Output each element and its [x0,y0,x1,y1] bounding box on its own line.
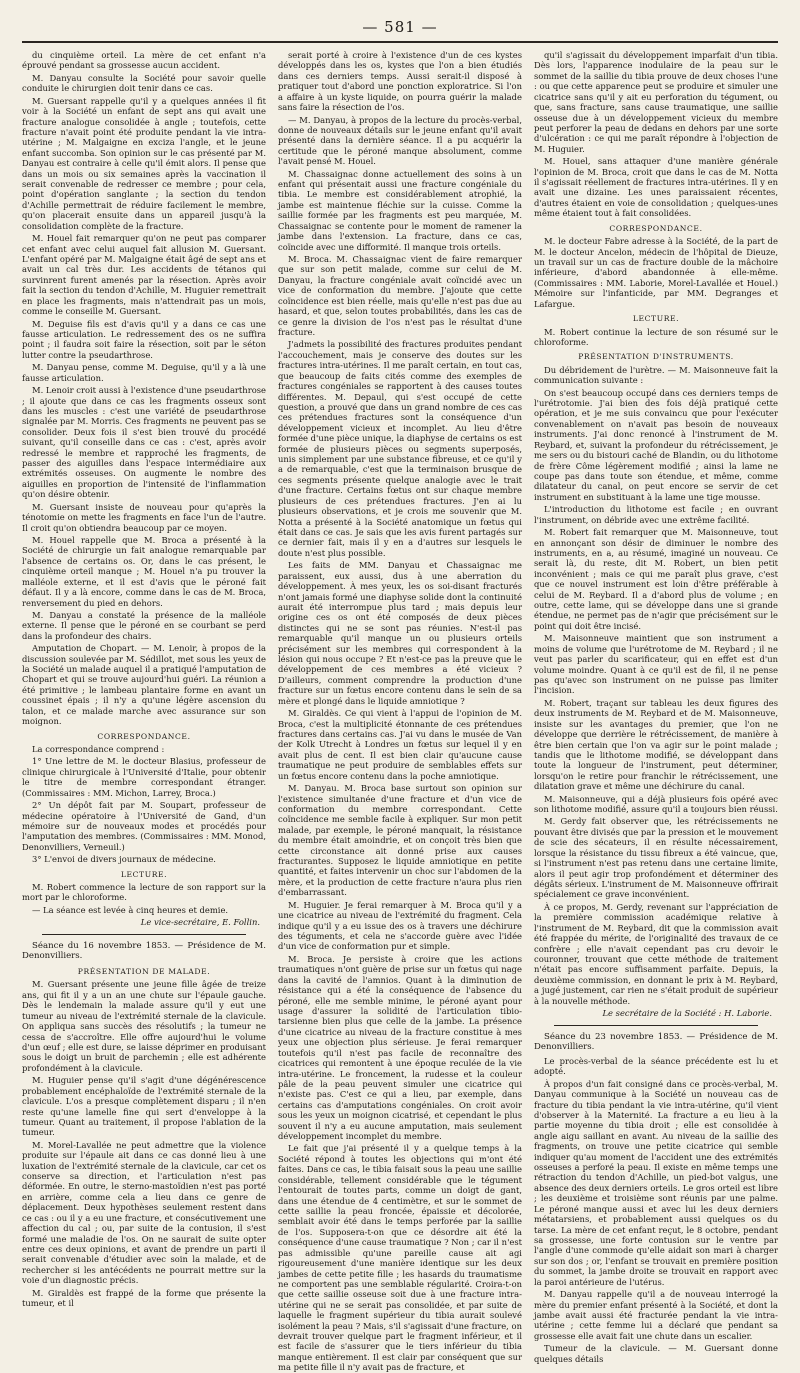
paragraph: serait porté à croire à l'existence d'un de ces kystes développés dans les os, kystes que l'on a bien étudiés dans ces derniers temps. Aussi serait-il disposé à pratiquer tout d'abord une ponction exploratrice. Si l'on a affaire à un kyste liquide, on pourra guérir la malade sans faire la résection de l'os. [278,50,522,113]
paragraph: M. Broca. M. Chassaignac vient de faire remarquer que sur son petit malade, comme sur celui de M. Danyau, la fracture congéniale avait coïncidé avec un vice de conformation du membre. J'ajoute que cette coïncidence est bien réelle, mais qu'elle n'est pas due au hasard, et que, selon toutes probabilités, dans les cas de ce genre la division de l'os n'est pas le résultat d'une fracture. [278,254,522,337]
paragraph: M. Danyau consulte la Société pour savoir quelle conduite le chirurgien doit tenir dans ce cas. [22,72,266,94]
paragraph: M. Robert continue la lecture de son résumé sur le chloroforme. [534,326,778,347]
paragraph: M. Robert commence la lecture de son rapport sur la mort par le chloroforme. [22,882,266,903]
paragraph: À ce propos, M. Gerdy, revenant sur l'appréciation de la première commission académique relative à l'instrument de M. Reybard, dit que la commission avait été frappée du mérite, de l'originalité des travaux de ce confrère ; elle n'avait cependant pas cru devoir le couronner, trouvant que cette méthode de traitement n'était pas encore suffisamment parfaite. Depuis, la deuxième commission, en donnant le prix à M. Reybard, a jugé justement, car rien ne s'était produit de supérieur à la nouvelle méthode. [534,901,778,1006]
paragraph: M. Guersant insiste de nouveau pour qu'après la ténotomie on mette les fragments en face l'un de l'autre. Il croit qu'on obtiendra beaucoup par ce moyen. [22,501,266,533]
paragraph: M. le docteur Fabre adresse à la Société, de la part de M. le docteur Ancelon, médecin de l'hôpital de Dieuze, un travail sur un cas de fracture double de la mâchoire inférieure, d'abord abandonnée à elle-même. (Commissaires : MM. Laborie, Morel-Lavallée et Houel.) Mémoire sur l'infanticide, par MM. Degranges et Lafargue. [534,236,778,309]
section-heading: LECTURE. [632,314,680,324]
paragraph: M. Guersant rappelle qu'il y a quelques années il fit voir à la Société un enfant de sept ans qui avait une fracture analogue consolidée à angle ; toutefois, cette fracture n'avait point été produite pendant la vie intra-utérine ; M. Malgaigne en exciza l'angle, et le jeune enfant succomba. Son opinion sur le cas présenté par M. Danyau est contraire à celle qu'il émit alors. Il pense que dans un mois ou six semaines après la vaccination il serait convenable de redresser ce membre ; pour cela, point d'opération sanglante ; la section du tendon d'Achille permettrait de réduire facilement le membre, qu'on placerait ensuite dans un appareil jusqu'à la consolidation complète de la fracture. [22,95,266,231]
paragraph: — La séance est levée à cinq heures et demie. [32,904,229,915]
section-heading: PRÉSENTATION DE MALADE. [77,967,211,977]
session-heading: Séance du 16 novembre 1853. — Présidence de M. Denonvilliers. [22,940,266,962]
paragraph: Le procès-verbal de la séance précédente est lu et adopté. [534,1055,778,1077]
paragraph: qu'il s'agissait du développement imparfait d'un tibia. Dès lors, l'apparence inodulaire de la peau sur le sommet de la saillie du tibia prouve de deux choses l'une : ou que cette apparence peut se produire et simuler une cicatrice sans qu'il y ait eu perforation du tégument, ou que, sans fracture, sans cause traumatique, une saillie osseuse due à un développement vicieux du membre peut perforer la peau de dedans en dehors par une sorte d'ulcération : ce qui me paraît répondre à l'objection de M. Huguier. [534,50,778,154]
page-number: — 581 — [362,18,438,36]
paragraph: 3° L'envoi de divers journaux de médecine. [32,854,216,865]
paragraph: M. Houel fait remarquer qu'on ne peut pas comparer cet enfant avec celui auquel fait allusion M. Guersant. L'enfant opéré par M. Malgaigne était âgé de sept ans et avait un cal très dur. Les accidents de tétanos qui survinrent furent amenés par la résection. Après avoir fait la section du tendon d'Achille, M. Huguier remettrait en place les fragments, mais n'attendrait pas un mois, comme le conseille M. Guersant. [22,233,266,317]
paragraph: M. Gerdy fait observer que, les rétrécissements ne pouvant être divisés que par la pression et le mouvement de scie des sécateurs, il en résulte nécessairement, lorsque la résistance du tissu fibreux a été vaincue, que, si l'instrument n'est pas retenu dans une certaine limite, alors il peut agir trop profondément et déterminer des dégâts sérieux. L'instrument de M. Maisonneuve offrirait spécialement ce grave inconvénient. [534,816,778,900]
paragraph: M. Deguise fils est d'avis qu'il y a dans ce cas une fausse articulation. Le redressement des os ne suffira point ; il faudra soit faire la résection, soit par le séton lutter contre la pseudarthrose. [22,318,266,360]
session-heading: Séance du 23 novembre 1853. — Présidence de M. Denonvilliers. [534,1031,778,1053]
paragraph: M. Huguier pense qu'il s'agit d'une dégénérescence probablement encéphaloïde de l'extrémité sternale de la clavicule. L'os a presque complètement disparu ; il n'en reste qu'une lamelle fine qui sert d'enveloppe à la tumeur. Quant au traitement, il propose l'ablation de la tumeur. [22,1075,266,1138]
paragraph: M. Danyau pense, comme M. Deguise, qu'il y a là une fausse articulation. [22,362,266,383]
paragraph: M. Giraldès. Ce qui vient à l'appui de l'opinion de M. Broca, c'est la multiplicité étonnante de ces prétendues fractures dans certains cas. J'ai vu dans le musée de Van der Kolk Utrecht à Londres un fœtus sur lequel il y en avait plus de cent. Il est bien clair qu'aucune cause traumatique ne peut produire de semblables effets sur un fœtus encore contenu dans la poche amniotique. [278,708,522,781]
section-heading: LECTURE. [120,869,168,879]
paragraph: M. Morel-Lavallée ne peut admettre que la violence produite sur l'épaule ait dans ce cas donné lieu à une luxation de l'extrémité sternale de la clavicule, car cet os conserve sa direction, et l'articulation n'est pas déformée. En outre, le sterno-mastoïdien n'est pas porté en arrière, comme cela a lieu dans ce genre de déplacement. Deux hypothèses seulement restent dans ce cas : ou il y a eu une fracture, et consécutivement une affection du cal ; ou, par suite de la contusion, il s'est formé une maladie de l'os. On ne saurait de suite opter entre ces deux opinions, et avant de prendre un parti il serait convenable d'étudier avec soin la malade, et de rechercher si les antécédents ne pourrait mettre sur la voie d'un diagnostic précis. [22,1139,266,1286]
section-heading: CORRESPONDANCE. [609,223,703,233]
paragraph: J'admets la possibilité des fractures produites pendant l'accouchement, mais je conserve des doutes sur les fractures intra-utérines. Il me paraît certain, en tout cas, que beaucoup de faits cités comme des exemples de fractures congéniales se rapportent à des causes toutes différentes. M. Depaul, qui s'est occupé de cette question, a prouvé que dans un grand nombre de ces cas ces prétendues fractures sont la conséquence d'un développement vicieux et incomplet. Au lieu d'être formée d'une pièce unique, la diaphyse de certains os est formée de plusieurs pièces ou segments superposés, unis simplement par une substance fibreuse, et ce qu'il y a de remarquable, c'est que la terminaison brusque de ces segments présente quelque analogie avec le trait d'une fracture. Certains fœtus ont sur chaque membre plusieurs de ces prétendues fractures. J'en ai lu plusieurs observations, et je crois me souvenir que M. Notta a présenté à la Société anatomique un fœtus qui était dans ce cas. Je sais que les avis furent partagés sur ce dernier fait, mais il y en a d'autres sur lesquels le doute n'est plus possible. [278,339,522,558]
header-rule [22,41,778,43]
paragraph: M. Houel, sans attaquer d'une manière générale l'opinion de M. Broca, croit que dans le cas de M. Notta il s'agissait réellement de fractures intra-utérines. Il y en avait une dizaine. Les unes paraissaient récentes, d'autres étaient en voie de consolidation ; quelques-unes même étaient tout à fait consolidées. [534,156,778,219]
signature-line: Le secrétaire de la Société : H. Laborie. [602,1008,772,1019]
paragraph: M. Chassaignac donne actuellement des soins à un enfant qui présentait aussi une fracture congéniale du tibia. Le membre est considérablement atrophié, la jambe est maintenue fléchie sur la cuisse. Comme la saillie formée par les fragments est peu marquée, M. Chassaignac se contente pour le moment de ramener la jambe dans l'extension. La fracture, dans ce cas, coïncide avec une difformité. Il manque trois orteils. [278,168,522,252]
section-heading: CORRESPONDANCE. [97,731,191,741]
paragraph: La correspondance comprend : [32,743,165,754]
paragraph: Amputation de Chopart. — M. Lenoir, à propos de la discussion soulevée par M. Sédillot, met sous les yeux de la Société un malade auquel il a pratiqué l'amputation de Chopart et qui se trouve aujourd'hui guéri. La réunion a été primitive ; le lambeau plantaire forme en avant un coussinet épais ; il n'y a qu'une légère ascension du talon, et ce malade marche avec assurance sur son moignon. [22,643,266,727]
paragraph: — M. Danyau, à propos de la lecture du procès-verbal, donne de nouveaux détails sur le jeune enfant qu'il avait présenté dans la dernière séance. Il a pu acquérir la certitude que le péroné manque absolument, comme l'avait pensé M. Houel. [278,114,522,167]
paragraph: M. Lenoir croit aussi à l'existence d'une pseudarthrose ; il ajoute que dans ce cas les fragments osseux sont dans les muscles : c'est une variété de pseudarthrose signalée par M. Morris. Ces fragments ne peuvent pas se consolider. Deux fois il s'est bien trouvé du procédé suivant, qu'il conseille dans ce cas : c'est, après avoir redressé le membre et rapproché les fragments, de passer des aiguilles dans l'espace intermédiaire aux extrémités osseuses. On augmente le nombre des aiguilles en proportion de l'intensité de l'inflammation qu'on désire obtenir. [22,385,266,500]
paragraph: M. Maisonneuve maintient que son instrument a moins de volume que l'urétrotome de M. Reybard ; il ne veut pas parler du scarificateur, qui en effet est d'un volume moindre. Quant à ce qu'il est de fil, il ne pense pas qu'avec son instrument on ne puisse pas limiter l'incision. [534,633,778,696]
paragraph: À propos d'un fait consigné dans ce procès-verbal, M. Danyau communique à la Société un nouveau cas de fracture du tibia pendant la vie intra-utérine, qu'il vient d'observer à la Maternité. La fracture a eu lieu à la partie moyenne du tibia droit ; elle est consolidée à angle aigu saillant en avant. Au niveau de la saillie des fragments, on trouve une petite cicatrice qui semble indiquer qu'au moment de l'accident une des extrémités osseuses a perforé la peau. Il existe en même temps une rétraction du tendon d'Achille, un pied-bot valgus, une absence des deux derniers orteils. Le gros orteil est libre ; les deuxième et troisième sont réunis par une palme. Le péroné manque aussi et avec lui les deux derniers métatarsiens, et probablement aussi quelques os du tarse. La mère de cet enfant reçut, le 8 octobre, pendant sa grossesse, une forte contusion sur le ventre par l'angle d'une commode qu'elle aidait son mari à charger sur son dos ; or, l'enfant se trouvait en première position du sommet, la jambe droite se trouvait en rapport avec la paroi antérieure de l'utérus. [534,1078,778,1287]
paragraph: M. Houel rappelle que M. Broca a présenté à la Société de chirurgie un fait analogue remarquable par l'absence de certains os. Or, dans le cas présent, le cinquième orteil manque ; M. Houel n'a pu trouver la malléole externe, et il est d'avis que le péroné fait défaut. Il y a là encore, comme dans le cas de M. Broca, renversement du pied en dehors. [22,534,266,608]
paragraph: M. Robert fait remarquer que M. Maisonneuve, tout en annonçant son désir de diminuer le nombre des instruments, en a, au résumé, imaginé un nouveau. Ce serait là, du reste, dit M. Robert, un bien petit inconvénient ; mais ce qui me paraît plus grave, c'est que ce nouvel instrument est loin d'être préférable à celui de M. Reybard. Il a d'abord plus de volume ; en outre, cette lame, qui se développe dans une si grande étendue, ne permet pas de n'agir que précisément sur le point qui doit être incisé. [534,527,778,631]
section-heading: PRÉSENTATION D'INSTRUMENTS. [578,352,734,362]
paragraph: M. Danyau a constaté la présence de la malléole externe. Il pense que le péroné en se courbant se perd dans la profondeur des chairs. [22,609,266,641]
paragraph: M. Robert, traçant sur tableau les deux figures des deux instruments de M. Reybard et de M. Maisonneuve, insiste sur les avantages du premier, que l'on ne développe que derrière le rétrécissement, de manière à être bien certain que l'on va agir sur le point malade ; tandis que le lithotome modifié, se développant dans toute la longueur de l'instrument, peut déterminer, lorsqu'on le retire pour franchir le rétrécissement, une dilatation grave et même une déchirure du canal. [534,697,778,792]
paragraph: M. Danyau. M. Broca base surtout son opinion sur l'existence simultanée d'une fracture et d'un vice de conformation du membre correspondant. Cette coïncidence me semble facile à expliquer. Sur mon petit malade, par exemple, le péroné manquait, la résistance du membre était amoindrie, et on conçoit très bien que cette circonstance ait donné prise aux causes fracturantes. Supposez le liquide amniotique en petite quantité, et faites intervenir un choc sur l'abdomen de la mère, et la production de cette fracture n'aura plus rien d'embarrassant. [278,783,522,898]
paragraph: M. Danyau rappelle qu'il a de nouveau interrogé la mère du premier enfant présenté à la Société, et dont la jambe avait aussi été fracturée pendant la vie intra-utérine ; cette femme lui a déclaré que pendant sa grossesse elle avait fait une chute dans un escalier. [534,1289,778,1341]
paragraph: Le fait que j'ai présenté il y a quelque temps à la Société répond à toutes les objections qui m'ont été faites. Dans ce cas, le tibia faisait sous la peau une saillie considérable, tellement considérable que le tégument l'entourait de toutes parts, comme un doigt de gant, dans une étendue de 4 centimètre, et sur le sommet de cette saillie la peau froncée, épaissie et décolorée, semblait avoir été dans le temps perforée par la saillie de l'os. Supposera-t-on que ce désordre ait été la conséquence d'une cause traumatique ? Non ; car il n'est pas admissible qu'une pareille cause ait agi rigoureusement d'une manière identique sur les deux jambes de cette petite fille ; les hasards du traumatisme ne comportent pas une semblable régularité. Croira-t-on que cette saillie osseuse soit due à une fracture intra-utérine qui ne se serait pas consolidée, et par suite de laquelle le fragment supérieur du tibia aurait soulevé isolément la peau ? Mais, s'il s'agissait d'une fracture, on devrait trouver quelque part le fragment inférieur, et il est facile de s'assurer que le tiers inférieur du tibia manque entièrement. Il est clair par conséquent que sur ma petite fille il n'y avait pas de fracture, et [278,1143,522,1373]
signature-line: Le vice-secrétaire, E. Follin. [140,917,260,928]
section-divider [554,1025,759,1026]
paragraph: Les faits de MM. Danyau et Chassaignac me paraissent, eux aussi, dus à une aberration du développement. À mes yeux, les os soi-disant fracturés n'ont jamais formé une diaphyse solide dont la continuité aurait été interrompue plus tard ; mais depuis leur origine ces os ont été composés de deux pièces distinctes qui ne se sont pas réunies. N'est-il pas remarquable qu'il manque un ou plusieurs orteils précisément sur les membres qui correspondent à la lésion qui nous occupe ? Et n'est-ce pas la preuve que le développement de ces membres a été vicieux ? D'ailleurs, comment comprendre la production d'une fracture sur un fœtus encore contenu dans le sein de sa mère et plongé dans le liquide amniotique ? [278,560,522,706]
paragraph: On s'est beaucoup occupé dans ces derniers temps de l'urétrotomie. J'ai bien des fois déjà pratiqué cette opération, et je me suis convaincu que pour l'exécuter convenablement on n'avait pas besoin de nouveaux instruments. J'ai donc renoncé à l'instrument de M. Reybard, et, suivant la profondeur du rétrécissement, je me sers ou du bistouri caché de Blandin, ou du lithotome de frère Côme légèrement modifié ; ainsi la lame ne coupe pas dans toute son étendue, et même, comme dilatateur du canal, on peut encore se servir de cet instrument en substituant à la lame une tige mousse. [534,387,778,502]
paragraph: Du débridement de l'urètre. — M. Maisonneuve fait la communication suivante : [534,364,778,386]
section-divider [42,934,247,935]
paragraph: M. Broca. Je persiste à croire que les actions traumatiques n'ont guère de prise sur un fœtus qui nage dans la cavité de l'amnios. Quant à la diminution de résistance qui a été la conséquence de l'absence du péroné, elle me semble minime, le péroné ayant pour usage d'assurer la solidité de l'articulation tibio-tarsienne bien plus que celle de la jambe. La présence d'une cicatrice au niveau de la fracture constitue à mes yeux une objection plus sérieuse. Je ferai remarquer toutefois qu'il n'est pas facile de reconnaître des cicatrices qui remontent à une époque reculée de la vie intra-utérine. Le froncement, la rudesse et la couleur pâle de la peau peuvent simuler une cicatrice qui n'existe pas. C'est ce qui a lieu, par exemple, dans certains cas d'amputations congéniales. On croit avoir sous les yeux un moignon cicatrisé, et cependant le plus souvent il n'y a eu aucune amputation, mais seulement développement incomplet du membre. [278,953,522,1142]
paragraph: M. Maisonneuve, qui a déjà plusieurs fois opéré avec son lithotome modifié, assure qu'il a toujours bien réussi. [534,793,778,815]
paragraph: 1° Une lettre de M. le docteur Blasius, professeur de clinique chirurgicale à l'Université d'Italie, pour obtenir le titre de membre correspondant étranger. (Commissaires : MM. Michon, Larrey, Broca.) [22,756,266,798]
paragraph: M. Huguier. Je ferai remarquer à M. Broca qu'il y a une cicatrice au niveau de l'extrémité du fragment. Cela indique qu'il y a eu issue des os à travers une déchirure des téguments, et cela ne s'accorde guère avec l'idée d'un vice de conformation pur et simple. [278,899,522,952]
paragraph: 2° Un dépôt fait par M. Soupart, professeur de médecine opératoire à l'Université de Gand, d'un mémoire sur de nouveaux modes et procédés pour l'amputation des membres. (Commissaires : MM. Monod, Denonvilliers, Verneuil.) [22,800,266,852]
paragraph: M. Guersant présente une jeune fille âgée de treize ans, qui fit il y a un an une chute sur l'épaule gauche. Dès le lendemain la malade assure qu'il y eut une tumeur au niveau de l'extrémité sternale de la clavicule. On appliqua sans succès des résolutifs ; la tumeur ne cessa de s'accroître. Elle offre aujourd'hui le volume d'un œuf ; elle est dure, se laisse déprimer en produisant sous le doigt un bruit de parchemin ; elle est adhérente profondément à la clavicule. [22,979,266,1073]
paragraph: Tumeur de la clavicule. — M. Guersant donne quelques détails [534,1343,778,1364]
column-middle [278,50,522,1373]
paragraph: M. Giraldès est frappé de la forme que présente la tumeur, et il [22,1287,266,1309]
column-left [22,50,266,1309]
column-right [534,50,778,1364]
paragraph: L'introduction du lithotome est facile ; en ouvrant l'instrument, on débride avec une extrême facilité. [534,504,778,525]
text-columns [22,50,778,1373]
paragraph: du cinquième orteil. La mère de cet enfant n'a éprouvé pendant sa grossesse aucun accident. [22,50,266,71]
